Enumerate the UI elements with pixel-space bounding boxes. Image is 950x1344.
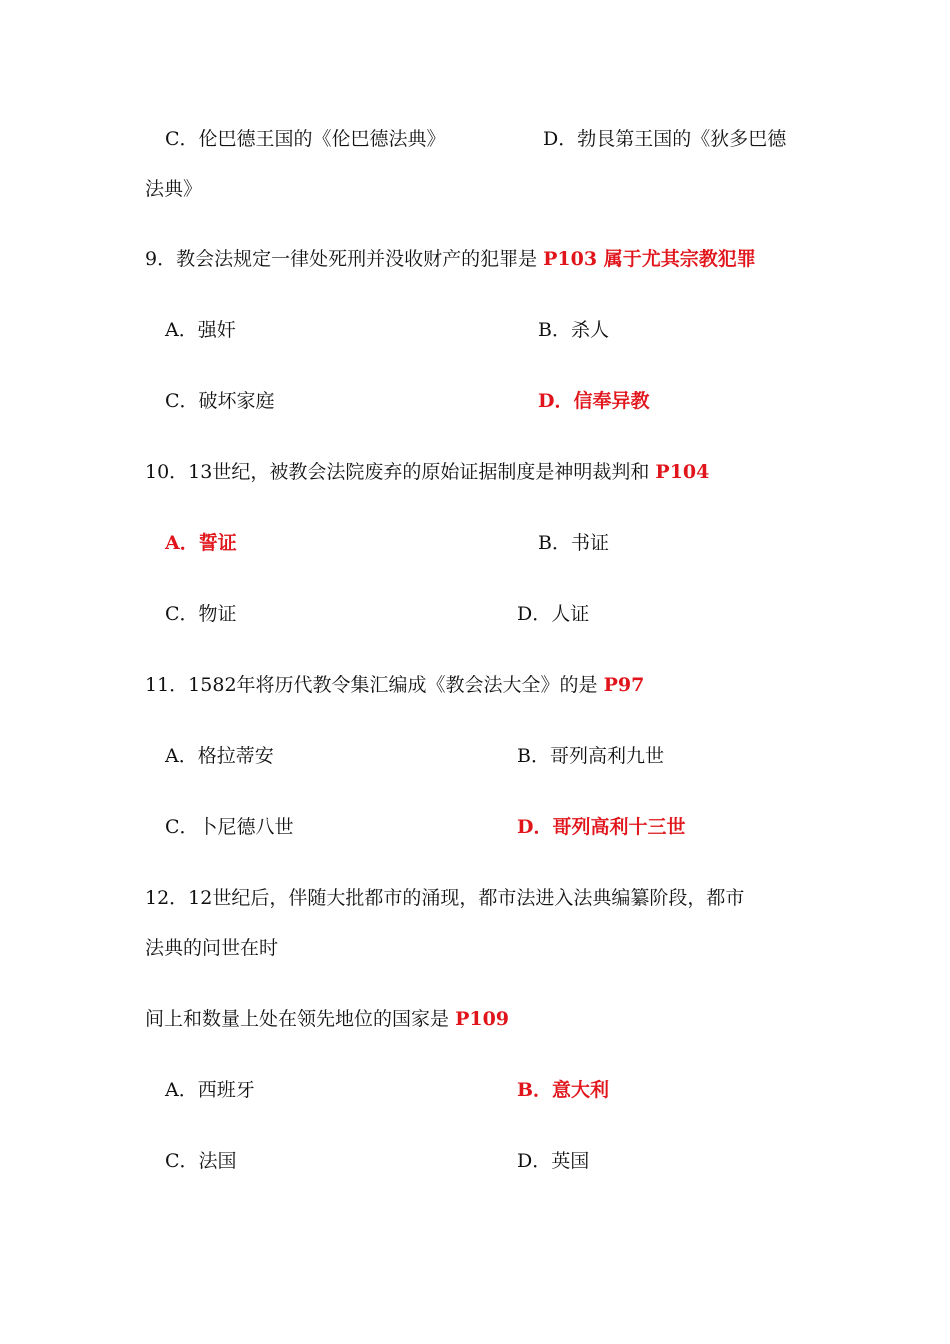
q11-option-d: D．哥列高利十三世 bbox=[517, 816, 686, 838]
q9-option-d: D．信奉异教 bbox=[538, 390, 650, 412]
q9-option-b: B．杀人 bbox=[538, 319, 609, 341]
q12-option-d: D．英国 bbox=[517, 1150, 590, 1172]
q12-option-a: A．西班牙 bbox=[165, 1079, 255, 1101]
q12-option-b: B．意大利 bbox=[517, 1079, 610, 1101]
q9-option-a: A．强奸 bbox=[165, 319, 236, 341]
q11-option-a: A．格拉蒂安 bbox=[165, 745, 274, 767]
q12-note: P109 bbox=[455, 1008, 510, 1030]
q9-note: P103 属于尤其宗教犯罪 bbox=[543, 248, 756, 270]
q8-option-d: D．勃艮第王国的《狄多巴德 bbox=[543, 128, 787, 150]
q11-option-c: C．卜尼德八世 bbox=[165, 816, 294, 838]
q11-stem bbox=[145, 673, 644, 697]
q8-option-c: C．伦巴德王国的《伦巴德法典》 bbox=[165, 128, 446, 150]
q11-stem-text: 11．1582年将历代教令集汇编成《教会法大全》的是 bbox=[145, 674, 598, 696]
q9-stem bbox=[145, 247, 756, 271]
q11-option-b: B．哥列高利九世 bbox=[517, 745, 664, 767]
q10-option-c: C．物证 bbox=[165, 603, 237, 625]
q12-stem-line1: 12．12世纪后，伴随大批都市的涌现，都市法进入法典编纂阶段，都市 bbox=[145, 887, 745, 909]
q9-stem-text: 9．教会法规定一律处死刑并没收财产的犯罪是 bbox=[145, 248, 538, 270]
q10-stem bbox=[145, 460, 709, 484]
q10-option-b: B．书证 bbox=[538, 532, 609, 554]
q11-note: P97 bbox=[603, 674, 645, 696]
q10-option-a: A．誓证 bbox=[165, 532, 237, 554]
q10-option-d: D．人证 bbox=[517, 603, 590, 625]
q12-stem-text: 间上和数量上处在领先地位的国家是 bbox=[145, 1008, 450, 1030]
q9-option-c: C．破坏家庭 bbox=[165, 390, 275, 412]
q12-stem-line2: 法典的问世在时 bbox=[145, 937, 279, 959]
q12-stem-line3 bbox=[145, 1007, 509, 1031]
q10-note: P104 bbox=[655, 461, 710, 483]
q8-option-d-continued: 法典》 bbox=[145, 178, 203, 200]
q12-option-c: C．法国 bbox=[165, 1150, 237, 1172]
q10-stem-text: 10．13世纪，被教会法院废弃的原始证据制度是神明裁判和 bbox=[145, 461, 650, 483]
